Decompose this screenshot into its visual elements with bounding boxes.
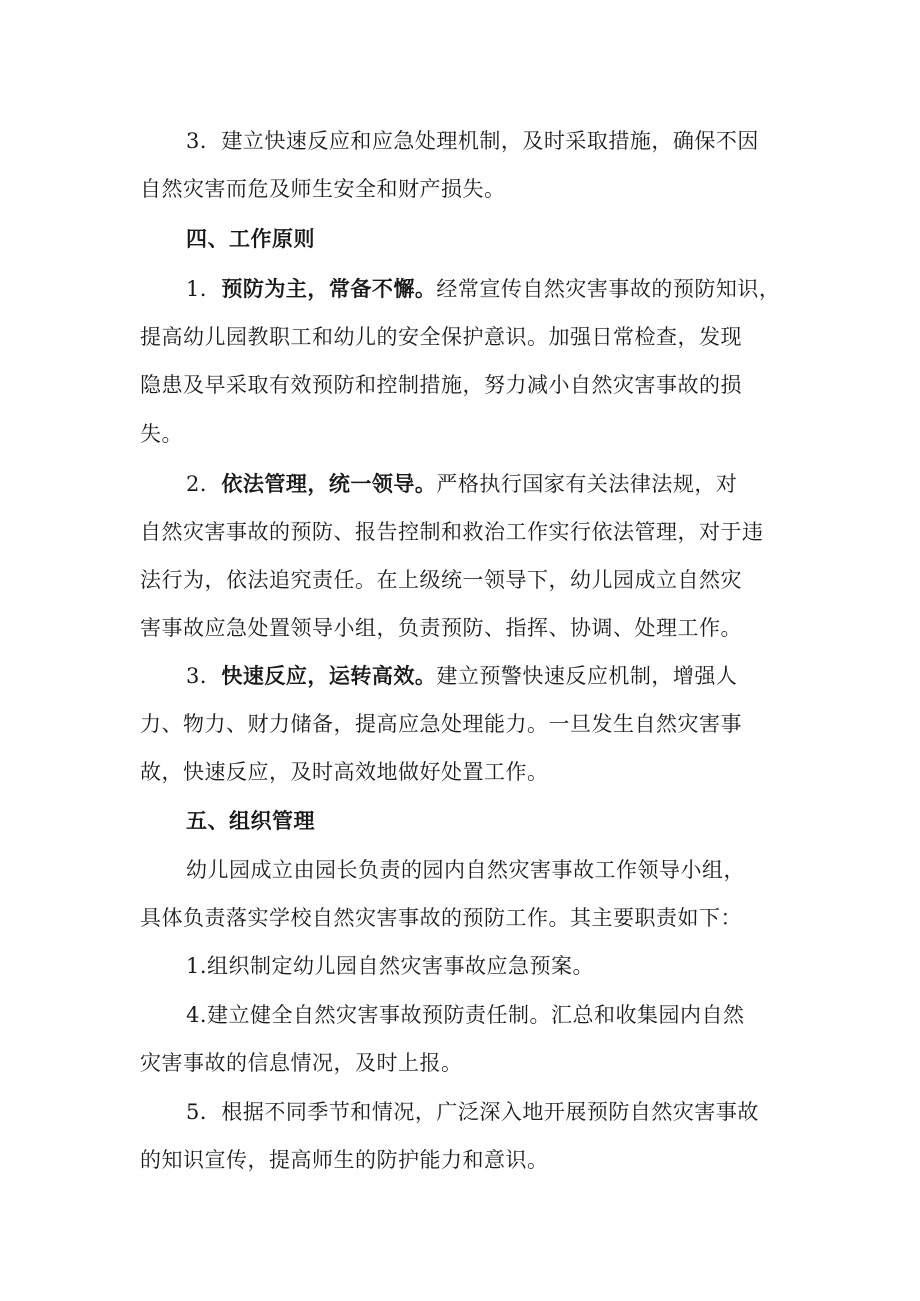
paragraph-line [140, 564, 742, 594]
paragraph-line [140, 321, 742, 351]
text-run: 力、物力、财力储备，提高应急处理能力。一旦发生自然灾害事 [140, 712, 742, 736]
text-run: 失。 [140, 422, 183, 446]
paragraph-line [140, 756, 549, 786]
paragraph-line [140, 516, 764, 546]
bold-text: 快速反应，运转高效。 [221, 663, 437, 688]
bold-text: 五、组织管理 [186, 809, 315, 833]
paragraph-line [140, 173, 506, 203]
text-run: 建立预警快速反应机制，增强人 [436, 664, 738, 688]
text-run: 2． [186, 472, 222, 496]
paragraph-line [186, 273, 780, 303]
paragraph-line [186, 660, 737, 690]
paragraph-line [140, 612, 742, 642]
bold-text: 四、工作原则 [186, 227, 315, 251]
bold-text: 依法管理，统一领导。 [221, 471, 437, 496]
paragraph-line [186, 999, 745, 1029]
text-run: 4.建立健全自然灾害事故预防责任制。汇总和收集园内自然 [186, 1003, 745, 1027]
text-run: 3．建立快速反应和应急处理机制，及时采取措施，确保不因 [186, 129, 759, 153]
text-run: 幼儿园成立由园长负责的园内自然灾害事故工作领导小组， [186, 858, 745, 882]
paragraph-line [186, 950, 594, 980]
text-run: 的知识宣传，提高师生的防护能力和意识。 [140, 1148, 549, 1172]
text-run: 严格执行国家有关法律法规，对 [436, 472, 738, 496]
paragraph-line [140, 1047, 463, 1077]
paragraph-line [140, 1144, 549, 1174]
text-run: 经常宣传自然灾害事故的预防知识， [436, 277, 781, 301]
text-run: 灾害事故的信息情况，及时上报。 [140, 1051, 463, 1075]
paragraph-line [186, 468, 737, 498]
paragraph-line [140, 418, 183, 448]
text-run: 1． [186, 277, 222, 301]
text-run: 5．根据不同季节和情况，广泛深入地开展预防自然灾害事故 [186, 1100, 759, 1124]
text-run: 害事故应急处置领导小组，负责预防、指挥、协调、处理工作。 [140, 616, 742, 640]
text-run: 法行为，依法追究责任。在上级统一领导下，幼儿园成立自然灾 [140, 568, 742, 592]
text-run: 具体负责落实学校自然灾害事故的预防工作。其主要职责如下： [140, 906, 742, 930]
text-run: 自然灾害事故的预防、报告控制和救治工作实行依法管理，对于违 [140, 520, 764, 544]
text-run: 3． [186, 664, 222, 688]
text-run: 自然灾害而危及师生安全和财产损失。 [140, 177, 506, 201]
paragraph-line [140, 902, 742, 932]
section-heading [186, 223, 315, 253]
paragraph-line [140, 369, 742, 399]
section-heading [186, 805, 315, 835]
text-run: 故，快速反应，及时高效地做好处置工作。 [140, 760, 549, 784]
paragraph-line [186, 1096, 759, 1126]
paragraph-line [186, 125, 759, 155]
text-run: 提高幼儿园教职工和幼儿的安全保护意识。加强日常检查，发现 [140, 325, 742, 349]
paragraph-line [140, 708, 742, 738]
text-run: 1.组织制定幼儿园自然灾害事故应急预案。 [186, 954, 595, 978]
bold-text: 预防为主，常备不懈。 [221, 276, 437, 301]
paragraph-line [186, 854, 745, 884]
text-run: 隐患及早采取有效预防和控制措施，努力减小自然灾害事故的损 [140, 373, 742, 397]
